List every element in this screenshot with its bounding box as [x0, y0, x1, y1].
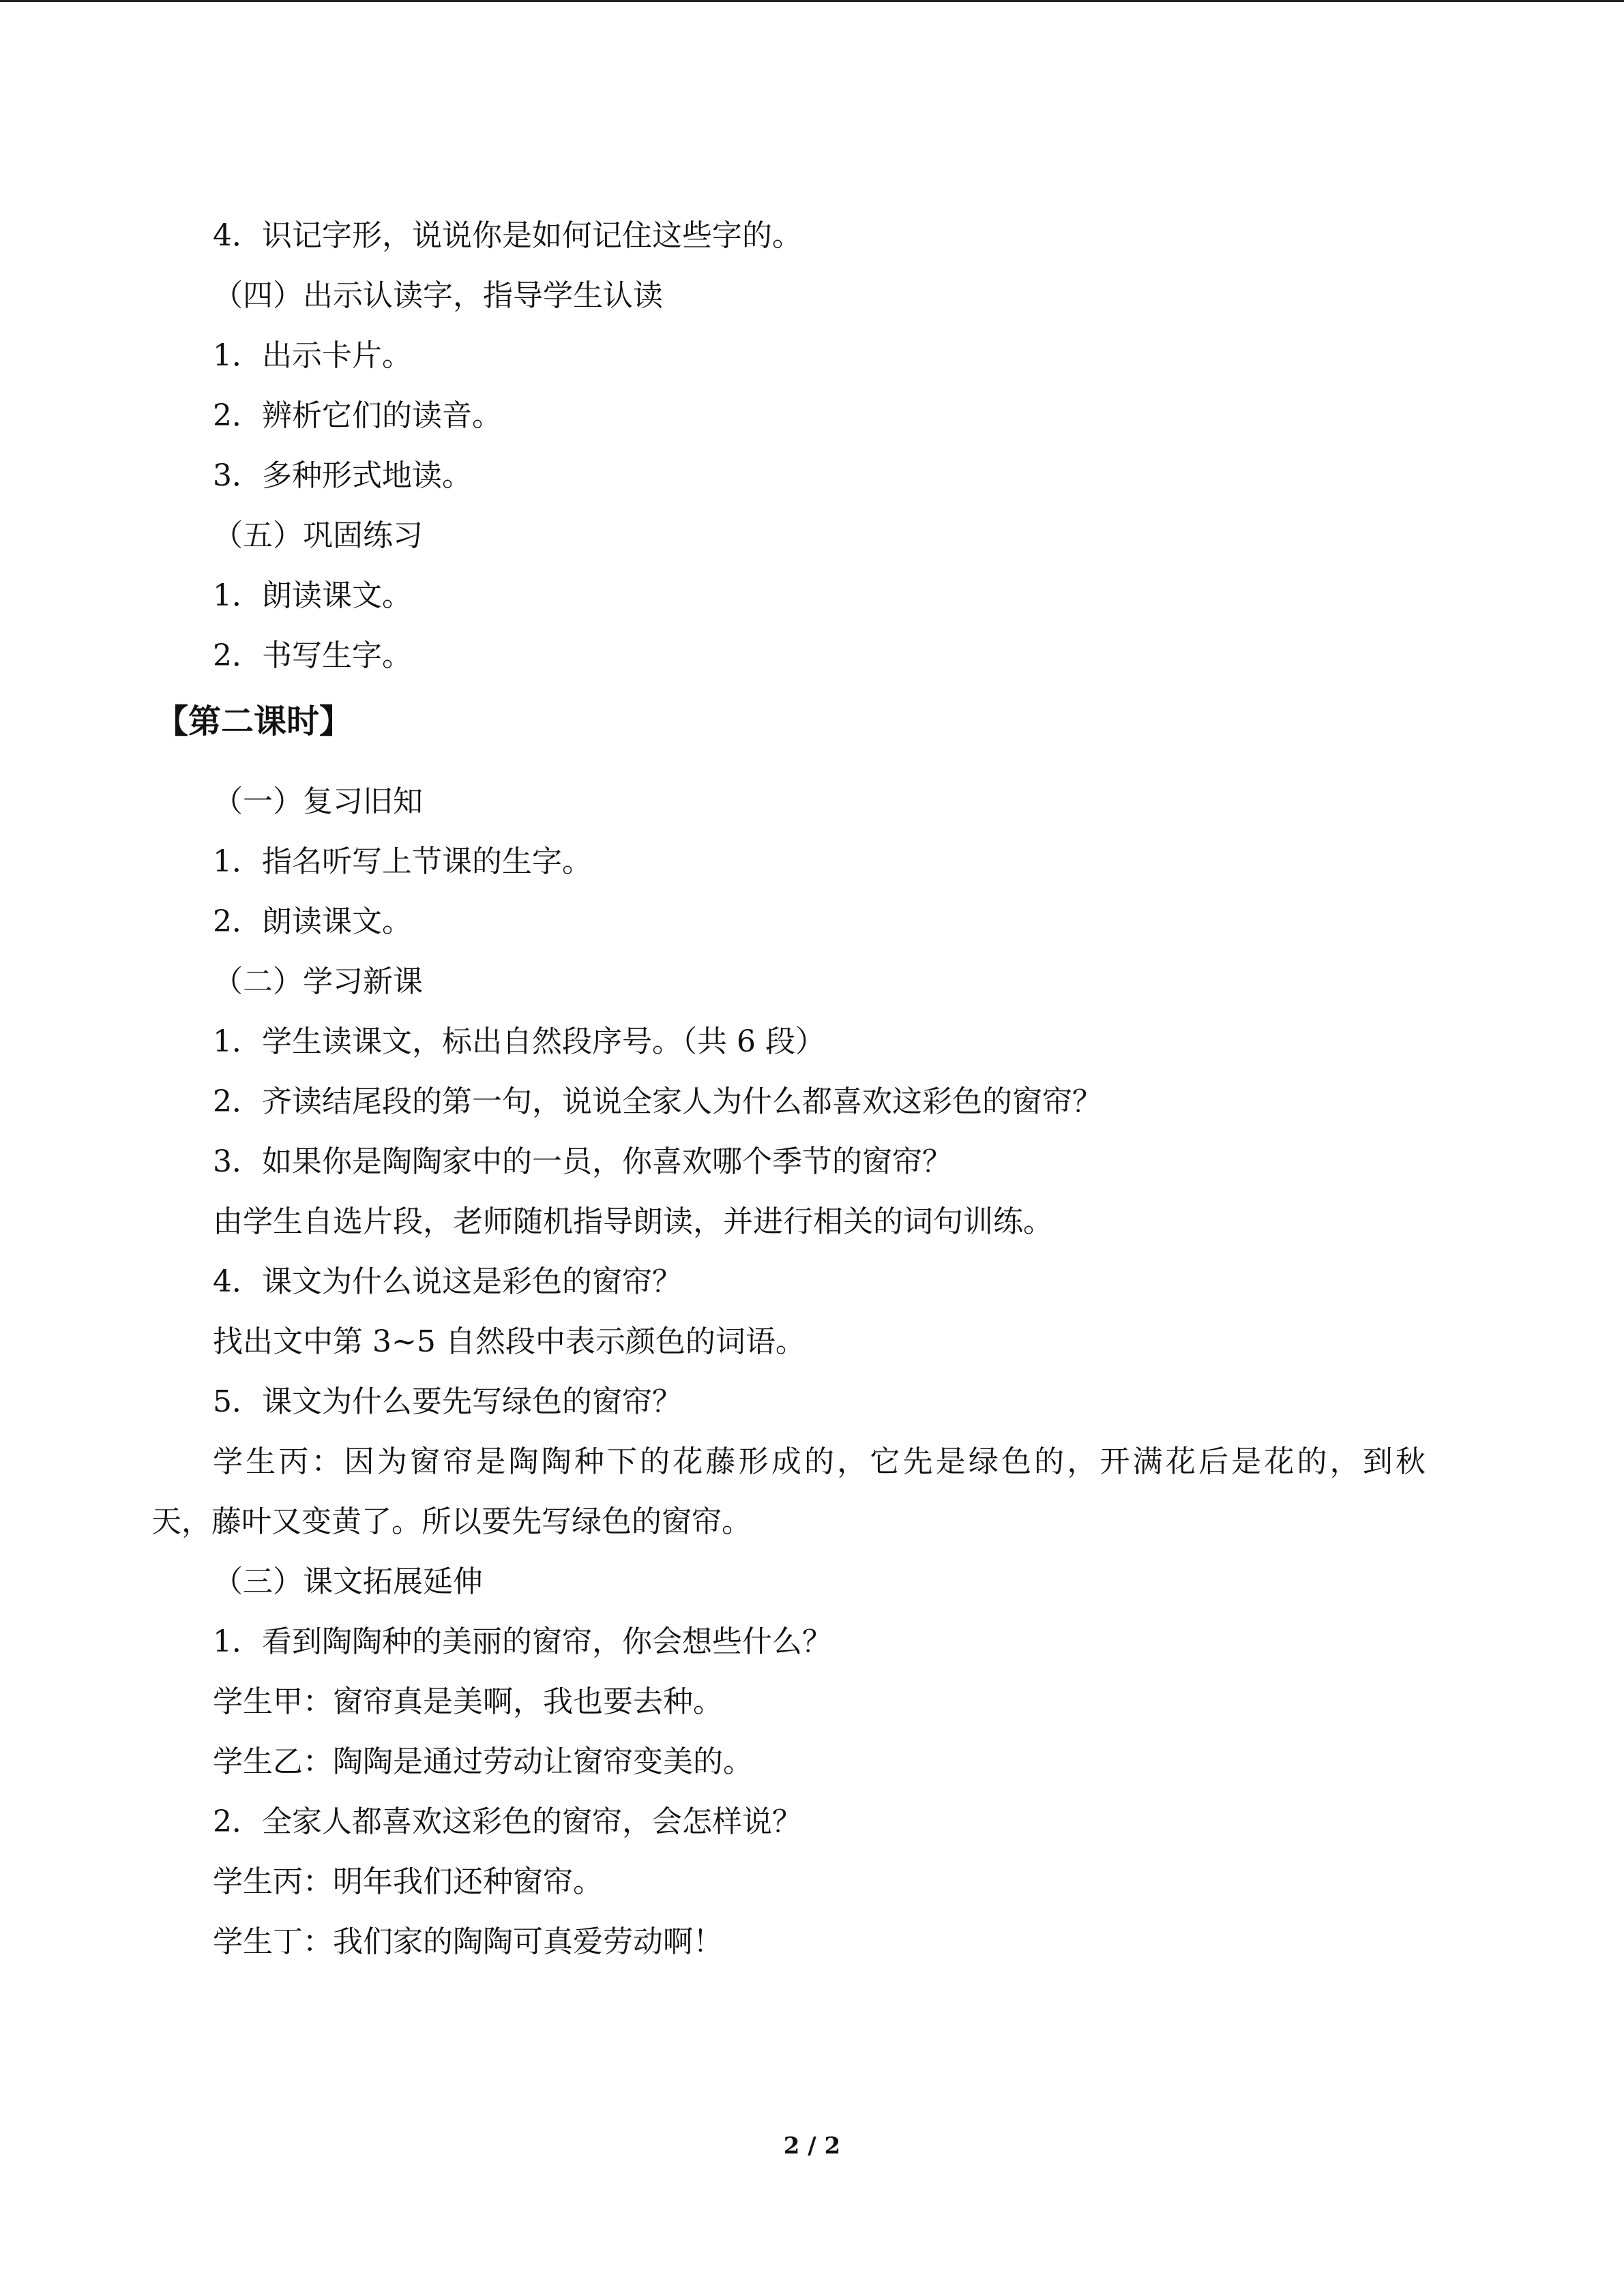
section-heading: （一）复习旧知 [213, 784, 423, 819]
text-line: 1．指名听写上节课的生字。 [213, 844, 592, 879]
text-line: 学生乙：陶陶是通过劳动让窗帘变美的。 [213, 1744, 753, 1779]
section-heading: （二）学习新课 [213, 964, 423, 999]
section-heading: （五）巩固练习 [213, 518, 423, 553]
paragraph-line-continued: 天，藤叶又变黄了。所以要先写绿色的窗帘。 [151, 1504, 752, 1539]
text-line: 2．辨析它们的读音。 [213, 398, 502, 433]
text-line: 学生丁：我们家的陶陶可真爱劳动啊！ [213, 1924, 723, 1959]
section-heading: （三）课文拓展延伸 [213, 1564, 483, 1599]
text-line: 3．如果你是陶陶家中的一员，你喜欢哪个季节的窗帘？ [213, 1144, 952, 1179]
paragraph-line: 学生丙：因为窗帘是陶陶种下的花藤形成的，它先是绿色的，开满花后是花的，到秋 [213, 1444, 1426, 1479]
text-line: 2．齐读结尾段的第一句，说说全家人为什么都喜欢这彩色的窗帘？ [213, 1084, 1102, 1119]
text-line: 学生甲：窗帘真是美啊，我也要去种。 [213, 1684, 723, 1719]
text-line: 4．识记字形，说说你是如何记住这些字的。 [213, 218, 802, 253]
text-line: 1．学生读课文，标出自然段序号。（共 6 段） [213, 1024, 825, 1059]
text-line: 2．全家人都喜欢这彩色的窗帘，会怎样说？ [213, 1804, 802, 1839]
text-line: 2．朗读课文。 [213, 904, 412, 939]
text-line: 2．书写生字。 [213, 638, 412, 673]
text-line: 4．课文为什么说这是彩色的窗帘？ [213, 1264, 682, 1299]
page-number: 2 / 2 [783, 2132, 841, 2160]
text-line: 由学生自选片段，老师随机指导朗读，并进行相关的词句训练。 [213, 1204, 1053, 1239]
text-line: 1．朗读课文。 [213, 578, 412, 613]
lesson-period-heading: 【第二课时】 [156, 702, 353, 741]
text-line: 3．多种形式地读。 [213, 458, 472, 493]
text-line: 学生丙：明年我们还种窗帘。 [213, 1864, 603, 1899]
text-line: 找出文中第 3~5 自然段中表示颜色的词语。 [213, 1324, 806, 1359]
text-line: 1．出示卡片。 [213, 338, 412, 373]
text-line: 5．课文为什么要先写绿色的窗帘？ [213, 1384, 682, 1419]
section-heading: （四）出示认读字，指导学生认读 [213, 278, 663, 313]
text-line: 1．看到陶陶种的美丽的窗帘，你会想些什么？ [213, 1624, 832, 1659]
